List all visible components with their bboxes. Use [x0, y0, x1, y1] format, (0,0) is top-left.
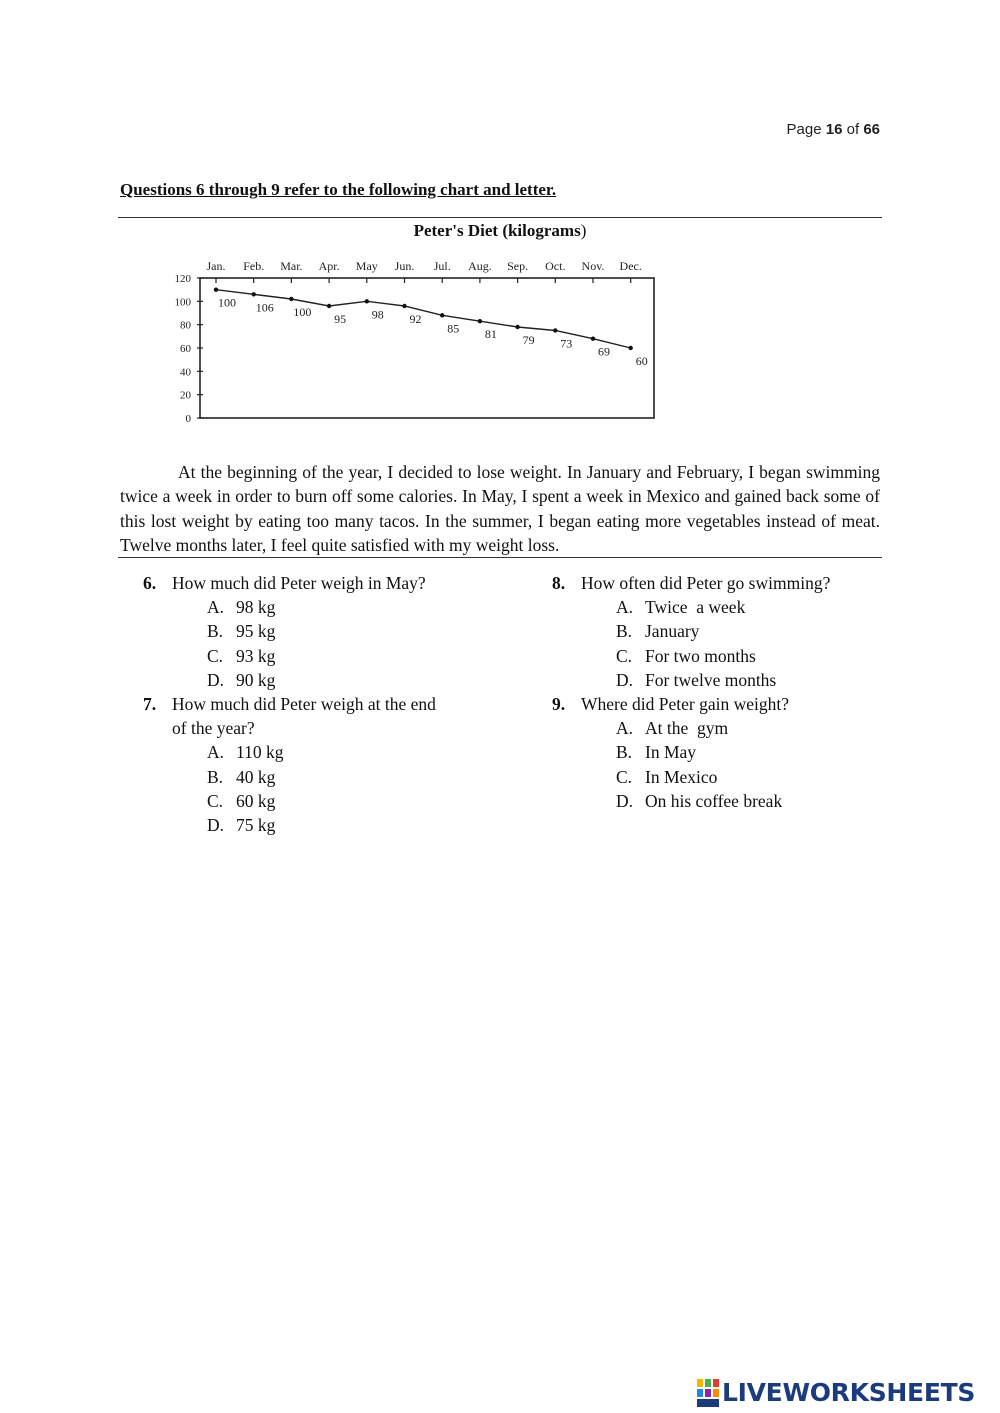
data-point [629, 346, 633, 350]
option-text: 75 kg [236, 815, 276, 835]
option-letter: C. [207, 645, 224, 666]
option-d[interactable] [616, 789, 782, 813]
data-point [252, 292, 256, 296]
option-text: On his coffee break [645, 790, 783, 811]
y-tick-label: 0 [185, 413, 191, 425]
option-c[interactable] [616, 644, 756, 668]
x-tick-label: Nov. [581, 259, 605, 273]
data-label: 85 [447, 321, 460, 336]
x-tick-label: Oct. [545, 259, 566, 273]
option-d[interactable] [616, 668, 776, 692]
data-label: 92 [409, 312, 422, 326]
data-point [553, 328, 557, 332]
option-text: Twice a week [645, 597, 746, 618]
x-tick-label: Apr. [318, 259, 340, 273]
data-label: 98 [371, 307, 384, 322]
option-c[interactable] [616, 765, 717, 789]
option-letter: B. [616, 742, 633, 763]
data-point [478, 319, 482, 323]
option-letter: B. [207, 621, 224, 642]
page-total: 66 [863, 121, 880, 138]
option-text: 93 kg [236, 645, 276, 666]
option-text: 90 kg [236, 669, 276, 690]
option-d[interactable] [207, 668, 275, 692]
y-tick-label: 100 [174, 296, 191, 309]
option-d[interactable] [207, 813, 275, 837]
option-text: For twelve months [645, 669, 777, 690]
option-letter: A. [616, 597, 634, 618]
option-text: For two months [645, 645, 756, 666]
option-text: 40 kg [236, 766, 276, 787]
data-label: 79 [522, 333, 535, 347]
option-letter: D. [616, 669, 634, 690]
question-9 [552, 692, 882, 812]
data-point [591, 336, 595, 340]
x-tick-label: Jun. [394, 259, 415, 273]
option-b[interactable] [207, 765, 275, 789]
option-text: 60 kg [236, 790, 276, 811]
data-label: 60 [635, 354, 648, 368]
x-tick-label: Dec. [619, 259, 642, 273]
page-prefix: Page [786, 121, 822, 138]
option-letter: D. [207, 815, 225, 835]
question-6 [143, 571, 503, 691]
option-c[interactable] [207, 644, 275, 668]
letter-passage: At the beginning of the year, I decided to lose weight. In January and February, I began swimming twice a week in order to burn off some calories. In May, I spent a week in Mexico and gained back some of this lost weight by eating too many tacos. In the summer, I began eating more vegetables instead of meat. Twelve months later, I feel quite satisfied with my weight loss. [120, 462, 880, 555]
option-letter: A. [207, 742, 225, 763]
question-7 [143, 692, 503, 842]
option-text: At the gym [645, 718, 729, 739]
question-text: How much did Peter weigh in May? [172, 573, 426, 593]
data-point [440, 313, 444, 317]
question-text: How often did Peter go swimming? [581, 573, 831, 593]
y-tick-label: 120 [174, 273, 191, 285]
question-number: 8. [552, 573, 566, 593]
option-text: January [645, 621, 700, 642]
x-tick-label: Jul. [433, 259, 451, 273]
page-current: 16 [825, 121, 843, 138]
chart-title-text: Peter's Diet (kilograms [413, 221, 581, 240]
x-tick-label: Mar. [280, 259, 303, 273]
page-of: of [846, 121, 860, 138]
option-letter: C. [616, 645, 633, 666]
option-letter: C. [207, 790, 224, 811]
x-tick-label: May [355, 259, 378, 273]
liveworksheets-logo-icon [697, 1379, 719, 1407]
option-a[interactable] [616, 595, 745, 619]
option-a[interactable] [207, 740, 283, 764]
option-letter: B. [616, 621, 633, 642]
data-point [515, 325, 519, 329]
chart-title-close: ) [580, 221, 587, 240]
option-text: 110 kg [236, 742, 284, 763]
option-text: 98 kg [236, 597, 276, 618]
option-letter: A. [616, 718, 634, 739]
question-text-line2: of the year? [172, 718, 255, 739]
data-label: 106 [255, 300, 274, 315]
liveworksheets-brand[interactable] [697, 1378, 975, 1407]
y-tick-label: 80 [180, 319, 191, 332]
option-a[interactable] [207, 595, 275, 619]
data-point [402, 304, 406, 308]
data-label: 100 [218, 295, 236, 310]
plot-frame [200, 278, 654, 418]
x-tick-label: Feb. [243, 259, 265, 273]
page-number [787, 121, 880, 138]
data-label: 100 [293, 305, 312, 319]
option-letter: D. [207, 669, 225, 690]
x-tick-label: Jan. [206, 259, 226, 273]
chart-title [0, 221, 1000, 241]
data-point [214, 287, 218, 291]
option-b[interactable] [616, 619, 699, 643]
data-label: 95 [334, 312, 347, 326]
section-heading: Questions 6 through 9 refer to the following chart and letter. [120, 180, 557, 199]
y-tick-label: 20 [180, 389, 191, 402]
question-text-line1: How much did Peter weigh at the end [172, 694, 436, 714]
option-text: 95 kg [236, 621, 276, 642]
data-point [289, 297, 293, 301]
option-b[interactable] [207, 619, 275, 643]
data-point [365, 299, 369, 303]
data-label: 69 [598, 344, 610, 359]
option-letter: A. [207, 597, 225, 618]
divider-bottom [118, 557, 882, 558]
y-tick-label: 60 [180, 343, 191, 355]
option-b[interactable] [616, 740, 696, 764]
divider-top [118, 217, 882, 218]
option-letter: D. [616, 790, 634, 811]
option-a[interactable] [616, 716, 728, 740]
question-number: 9. [552, 694, 566, 714]
question-number: 7. [143, 694, 157, 714]
question-8 [552, 571, 882, 691]
y-tick-label: 40 [180, 366, 191, 379]
question-text: Where did Peter gain weight? [581, 694, 789, 714]
data-label: 73 [560, 336, 573, 351]
option-text: In Mexico [645, 766, 718, 787]
brand-text: LIVEWORKSHEETS [722, 1378, 976, 1407]
option-text: In May [645, 742, 697, 763]
x-tick-label: Sep. [507, 259, 529, 273]
x-tick-label: Aug. [468, 259, 492, 273]
option-letter: C. [616, 766, 633, 787]
weight-line-chart [165, 256, 665, 426]
question-number: 6. [143, 573, 157, 593]
data-label: 81 [484, 327, 497, 342]
data-point [327, 304, 331, 308]
option-letter: B. [207, 766, 224, 787]
option-c[interactable] [207, 789, 275, 813]
